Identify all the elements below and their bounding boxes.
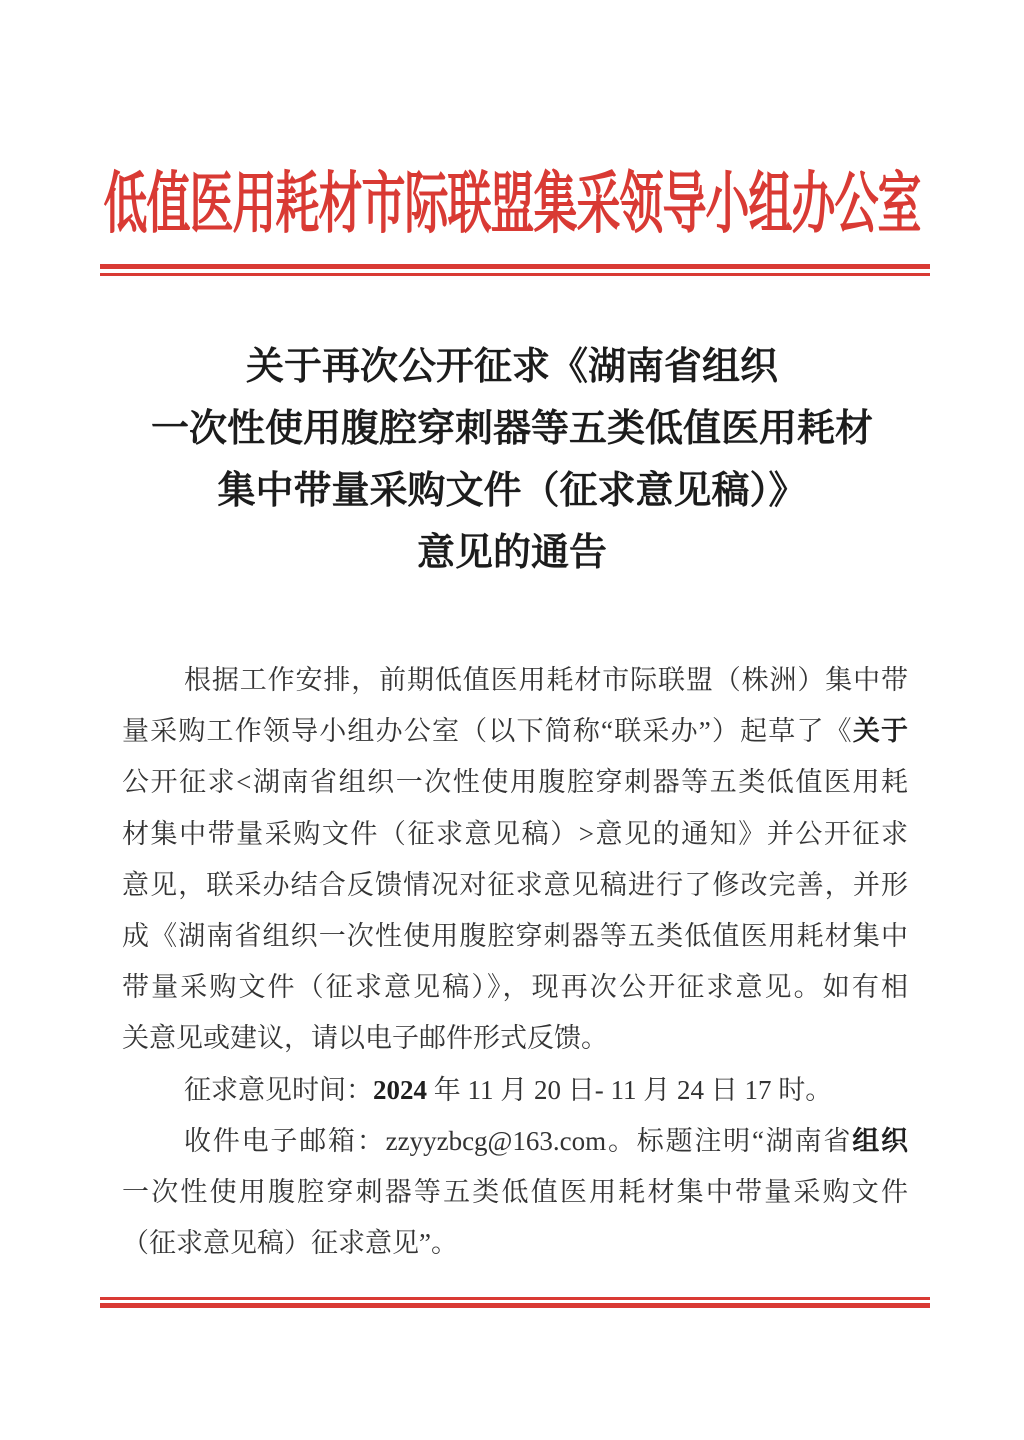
body-segment: 年 11 月 20 日- 11 月 24 日 17 时。 [427,1074,833,1105]
body-line [122,809,908,860]
body-line [122,1116,908,1167]
body-segment-bold: 关于 [852,716,909,747]
body-line [122,655,908,706]
letterhead-office-name: 低值医用耗材市际联盟集采领导小组办公室 [103,167,921,242]
body-line [122,1013,908,1064]
body-segment: 公开征求<湖南省组织一次性使用腹腔穿刺器等五类低值医用耗 [122,767,908,798]
document-title-line: 意见的通告 [416,532,607,574]
body-line [122,911,908,962]
document-title [112,336,912,584]
body-segment: 成《湖南省组织一次性使用腹腔穿刺器等五类低值医用耗材集中 [122,920,908,951]
body-segment-bold: 2024 [373,1074,427,1105]
body-segment: 材集中带量采购文件（征求意见稿）>意见的通知》并公开征求 [122,818,908,849]
body-segment: （征求意见稿）征求意见”。 [122,1228,458,1259]
document-title-line: 集中带量采购文件（征求意见稿）》 [217,470,807,512]
body-line [122,1065,908,1116]
top-divider-thin-line [100,273,930,276]
bottom-divider-thick-line [100,1303,930,1308]
body-segment: 带量采购文件（征求意见稿）》，现再次公开征求意见。如有相 [122,972,908,1003]
body-text [122,655,908,1269]
document-title-line: 关于再次公开征求《湖南省组织 [245,346,778,388]
body-segment: 关意见或建议，请以电子邮件形式反馈。 [122,1023,608,1054]
document-title-line: 一次性使用腹腔穿刺器等五类低值医用耗材 [150,408,873,450]
body-segment: 收件电子邮箱：zzyyzbcg@163.com。标题注明“湖南省 [184,1125,853,1156]
top-divider-thick-line [100,264,930,269]
body-line [122,757,908,808]
body-line [122,1218,908,1269]
body-line [122,860,908,911]
bottom-divider-thin-line [100,1297,930,1300]
body-line [122,706,908,757]
body-segment: 征求意见时间： [184,1074,373,1105]
body-segment: 一次性使用腹腔穿刺器等五类低值医用耗材集中带量采购文件 [122,1176,908,1207]
body-line [122,1167,908,1218]
body-line [122,962,908,1013]
body-segment-bold: 组织 [852,1125,908,1156]
body-segment: 意见，联采办结合反馈情况对征求意见稿进行了修改完善，并形 [122,869,908,900]
body-segment: 量采购工作领导小组办公室（以下简称“联采办”）起草了《 [122,716,853,747]
body-segment: 根据工作安排，前期低值医用耗材市际联盟（株洲）集中带 [184,665,908,695]
